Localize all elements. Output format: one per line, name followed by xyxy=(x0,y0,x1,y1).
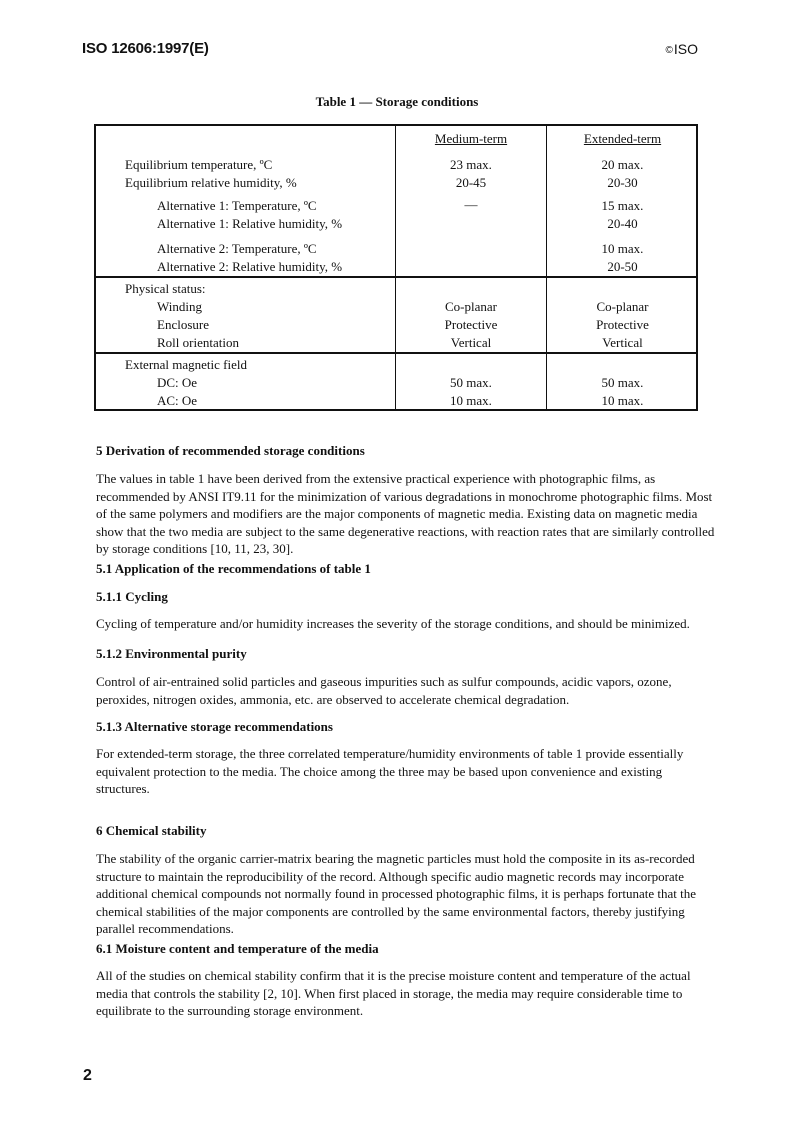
section-body-5-1-2: Control of air-entrained solid particles and gaseous impurities such as sulfur compounds, acidic vapors, ozone, peroxides, nitrogen oxides, ammonia, etc. are observed to accelerate chemical degradation. xyxy=(96,674,672,707)
extended-term-value: Vertical xyxy=(602,335,643,350)
section-body-5-1-1: Cycling of temperature and/or humidity increases the severity of the storage conditions, and should be minimized. xyxy=(96,616,690,631)
row-label: Alternative 1: Temperature, ºC xyxy=(157,198,317,213)
row-label: Alternative 2: Relative humidity, % xyxy=(157,259,343,274)
document-id: ISO 12606:1997(E) xyxy=(82,40,209,57)
column-header-medium-term: Medium-term xyxy=(434,131,508,146)
section-heading-5-1-1: 5.1.1 Cycling xyxy=(96,589,168,604)
extended-term-value: 20-30 xyxy=(607,175,638,190)
section-body-5-1-3: For extended-term storage, the three correlated temperature/humidity environments of table 1 provide essentially equivalent protection to the media. The choice among the three may be based upon convenience and existing structures. xyxy=(96,746,684,796)
extended-term-value: 20 max. xyxy=(601,157,644,172)
row-divider xyxy=(96,276,696,278)
extended-term-value: 20-50 xyxy=(607,259,638,274)
section-heading-5-1-2: 5.1.2 Environmental purity xyxy=(96,646,247,661)
section-heading-6-1: 6.1 Moisture content and temperature of the media xyxy=(96,941,379,956)
medium-term-value: 23 max. xyxy=(450,157,492,172)
section-heading: Physical status: xyxy=(125,281,206,296)
section-body-5: The values in table 1 have been derived from the extensive practical experience with photographic films, as recommended by ANSI IT9.11 for the minimization of various degradations in monochrome photographic films. Most of the same polymers and modifiers are the major components of magnetic media. Existing data on magnetic media show that the two media are subject to the same degenerative reactions, with reaction rates that are similarly controlled by storage conditions [10, 11, 23, 30]. xyxy=(96,471,715,556)
extended-term-value: 50 max. xyxy=(601,375,644,390)
page-number: 2 xyxy=(83,1067,92,1084)
extended-term-value: 20-40 xyxy=(607,216,638,231)
medium-term-value: 10 max. xyxy=(450,393,492,408)
medium-term-value: Vertical xyxy=(450,335,492,350)
row-label: Alternative 2: Temperature, ºC xyxy=(157,241,317,256)
row-label: DC: Oe xyxy=(157,375,198,390)
medium-term-value: 50 max. xyxy=(450,375,492,390)
row-label: Equilibrium temperature, ºC xyxy=(125,157,273,172)
row-label: Winding xyxy=(157,299,202,314)
row-label: Equilibrium relative humidity, % xyxy=(125,175,297,190)
medium-term-value: Protective xyxy=(444,317,498,332)
section-heading-5-1-3: 5.1.3 Alternative storage recommendations xyxy=(96,719,333,734)
extended-term-value: 10 max. xyxy=(601,241,644,256)
copyright-org: ISO xyxy=(673,41,698,57)
extended-term-value: 10 max. xyxy=(601,393,644,408)
row-divider xyxy=(96,352,696,354)
table-title: Table 1 — Storage conditions xyxy=(315,94,479,109)
medium-term-value: 20-45 xyxy=(455,175,487,190)
medium-term-value: — xyxy=(464,197,478,212)
storage-conditions-table xyxy=(94,124,698,411)
section-heading-6: 6 Chemical stability xyxy=(96,823,207,838)
extended-term-value: 15 max. xyxy=(601,198,644,213)
extended-term-value: Co-planar xyxy=(596,299,649,314)
copyright-notice xyxy=(666,41,699,57)
row-label: AC: Oe xyxy=(157,393,198,408)
column-header-extended-term: Extended-term xyxy=(583,131,662,146)
row-label: Enclosure xyxy=(157,317,209,332)
row-label: Roll orientation xyxy=(157,335,239,350)
section-heading: External magnetic field xyxy=(125,357,248,372)
extended-term-value: Protective xyxy=(596,317,649,332)
section-body-6-1: All of the studies on chemical stability confirm that it is the precise moisture content and temperature of the actual media that controls the stability [2, 10]. When first placed in storage, the media may require considerable time to equilibrate to the surrounding storage environment. xyxy=(96,968,691,1018)
row-label: Alternative 1: Relative humidity, % xyxy=(157,216,343,231)
medium-term-value: Co-planar xyxy=(445,299,497,314)
copyright-icon: © xyxy=(665,45,673,56)
section-body-6: The stability of the organic carrier-matrix bearing the magnetic particles must hold the composite in its as-recorded structure to maintain the reproducibility of the record. Although specific audio magnetic records may incorporate additional chemical compounds not normally found in processed photographic films, it is perhaps fortunate that the chemical stabilities of the major components are controlled by the same environmental factors, thereby justifying parallel recommendations. xyxy=(96,851,697,936)
section-heading-5: 5 Derivation of recommended storage conditions xyxy=(96,443,365,458)
section-heading-5-1: 5.1 Application of the recommendations of table 1 xyxy=(96,561,371,576)
